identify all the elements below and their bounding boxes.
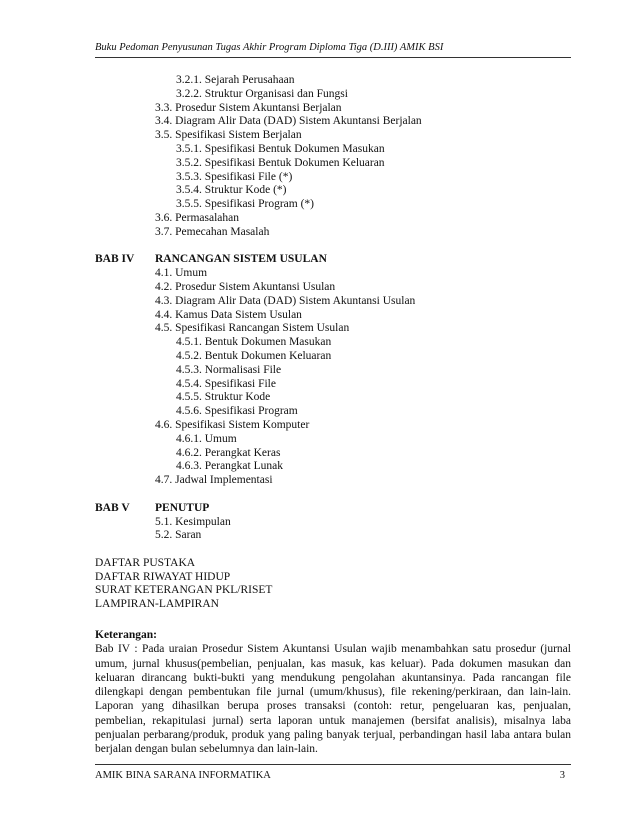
bab5-title: PENUTUP [155,501,210,514]
toc-entry: 3.5.5. Spesifikasi Program (*) [176,198,314,211]
back-matter-item: SURAT KETERANGAN PKL/RISET [95,584,273,597]
toc-entry: 4.2. Prosedur Sistem Akuntansi Usulan [155,280,336,293]
toc-entry: 4.5.6. Spesifikasi Program [176,405,298,418]
footer-rule [95,764,571,765]
toc-entry: 5.1. Kesimpulan [155,515,231,528]
toc-entry: 3.6. Permasalahan [155,211,239,224]
toc-entry: 3.4. Diagram Alir Data (DAD) Sistem Akuntansi Berjalan [155,115,422,128]
note-body: Bab IV : Pada uraian Prosedur Sistem Akuntansi Usulan wajib menambahkan satu prosedur (jurnal umum, jurnal khusus(pembelian, penjualan, kas masuk, kas keluar). Pada dokumen masukan dan keluaran dirancang bukti-bukti yang mendukung pengolahan akuntansinya. Pada rancangan file dilengkapi dengan pembentukan file jurnal (umum/khusus), file rekening/perkiraan, dan lain-lain. Laporan yang dihasilkan berupa proses transaksi (contoh: retur, pengeluaran kas, penjualan, pembelian, rekapitulasi jurnal) serta laporan untuk manajemen (bersifat analisis), misalnya laba penjualan perbarang/produk, produk yang paling banyak terjual, perbandingan hasil laba antara bulan berjalan dengan bulan sebelumnya dan lain-lain. [95,643,571,756]
back-matter-item: LAMPIRAN-LAMPIRAN [95,598,219,611]
bab4-list [95,267,571,488]
note-section [95,628,571,757]
toc-entry: 3.5. Spesifikasi Sistem Berjalan [155,129,302,142]
bab5-heading [95,502,571,516]
toc-entry: 4.6.2. Perangkat Keras [176,446,281,459]
toc-entry: 3.5.2. Spesifikasi Bentuk Dokumen Keluaran [176,156,385,169]
toc-entry: 4.6.1. Umum [176,432,237,445]
toc-entry: 5.2. Saran [155,529,202,542]
back-matter-item: DAFTAR RIWAYAT HIDUP [95,570,231,583]
toc-entry: 4.5. Spesifikasi Rancangan Sistem Usulan [155,322,350,335]
toc-entry: 3.5.3. Spesifikasi File (*) [176,170,293,183]
bab4-heading [95,253,571,267]
bab4-number: BAB IV [95,253,135,266]
toc-entry: 4.1. Umum [155,267,208,280]
toc-entry: 4.7. Jadwal Implementasi [155,474,273,487]
page-number: 3 [559,770,565,781]
footer-institution: AMIK BINA SARANA INFORMATIKA [95,770,271,781]
toc-entry: 4.6. Spesifikasi Sistem Komputer [155,418,310,431]
toc-entry: 4.5.2. Bentuk Dokumen Keluaran [176,349,332,362]
toc-entry: 3.2.2. Struktur Organisasi dan Fungsi [176,87,348,100]
bab3-continued-list [95,74,571,240]
bab4-title: RANCANGAN SISTEM USULAN [155,253,327,266]
toc-entry: 4.5.4. Spesifikasi File [176,377,276,390]
toc-entry: 3.5.4. Struktur Kode (*) [176,184,287,197]
toc-entry: 4.5.1. Bentuk Dokumen Masukan [176,336,332,349]
toc-entry: 4.6.3. Perangkat Lunak [176,460,283,473]
bab5-number: BAB V [95,501,130,514]
toc-entry: 3.3. Prosedur Sistem Akuntansi Berjalan [155,101,342,114]
running-header: Buku Pedoman Penyusunan Tugas Akhir Program Diploma Tiga (D.III) AMIK BSI [95,42,444,53]
back-matter-item: DAFTAR PUSTAKA [95,556,196,569]
toc-entry: 4.4. Kamus Data Sistem Usulan [155,308,302,321]
toc-entry: 3.7. Pemecahan Masalah [155,225,270,238]
toc-entry: 4.5.3. Normalisasi File [176,363,282,376]
note-heading: Keterangan: [95,629,157,641]
toc-entry: 3.2.1. Sejarah Perusahaan [176,74,295,86]
toc-entry: 4.5.5. Struktur Kode [176,391,271,404]
table-of-contents [95,74,571,612]
bab5-list [95,516,571,544]
toc-entry: 3.5.1. Spesifikasi Bentuk Dokumen Masukan [176,142,385,155]
toc-entry: 4.3. Diagram Alir Data (DAD) Sistem Akuntansi Usulan [155,294,416,307]
header-rule [95,57,571,58]
